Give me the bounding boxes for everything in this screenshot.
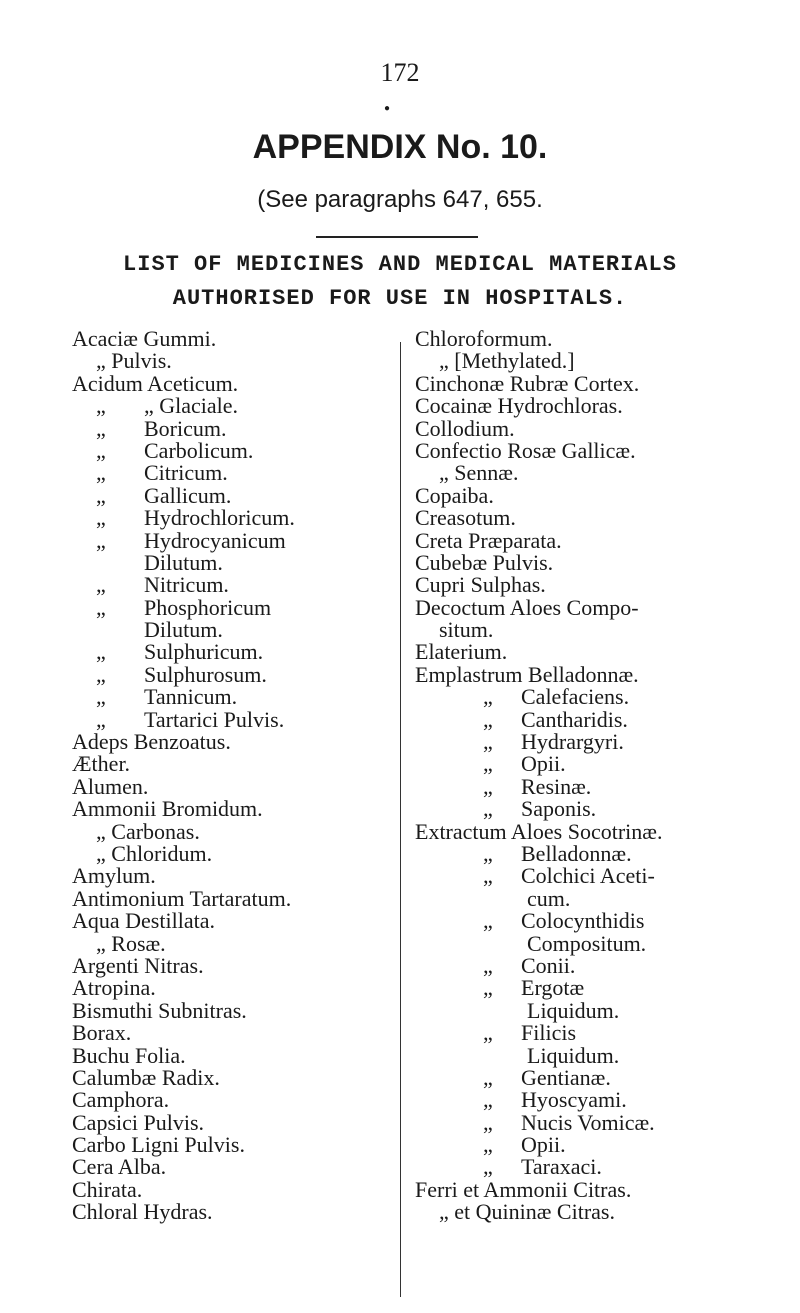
- item-text: Nucis Vomicæ.: [521, 1109, 655, 1135]
- title-rule: [316, 236, 478, 238]
- item-text: Copaiba.: [415, 482, 494, 508]
- list-item: [415, 865, 795, 887]
- ditto-mark: „: [483, 1020, 493, 1046]
- item-text: Colchici Aceti-: [521, 863, 655, 889]
- ditto-mark: „: [96, 661, 106, 687]
- item-text: Ferri et Ammonii Citras.: [415, 1176, 632, 1202]
- list-item: [415, 1109, 795, 1135]
- item-text: Filicis: [521, 1020, 577, 1046]
- ditto-mark: „: [483, 1109, 493, 1135]
- item-text: Tannicum.: [144, 684, 238, 710]
- item-text: Liquidum.: [527, 1042, 620, 1068]
- list-item: [72, 865, 394, 887]
- item-text: Acaciæ Gummi.: [72, 326, 217, 351]
- item-text: Carbo Ligni Pulvis.: [72, 1132, 245, 1158]
- list-item: [415, 1042, 795, 1068]
- list-item: [72, 415, 394, 441]
- list-item: [72, 370, 394, 396]
- item-text: Aqua Destillata.: [72, 908, 215, 934]
- item-text: Dilutum.: [144, 549, 223, 575]
- item-text: Borax.: [72, 1020, 132, 1046]
- item-text: Phosphoricum: [144, 594, 272, 620]
- list-item: [415, 818, 795, 844]
- item-text: Belladonnæ.: [521, 840, 632, 866]
- list-item: [415, 1201, 795, 1223]
- item-text: Citricum.: [144, 460, 228, 486]
- list-item: [72, 594, 394, 620]
- item-text: Gallicum.: [144, 482, 232, 508]
- item-text: „ et Quininæ Citras.: [439, 1199, 615, 1225]
- ditto-mark: „: [96, 415, 106, 441]
- list-item: [72, 527, 394, 553]
- list-item: [72, 798, 394, 820]
- page-subtitle: (See paragraphs 647, 655.: [257, 186, 543, 213]
- list-item: [415, 952, 795, 978]
- item-text: Opii.: [521, 1132, 566, 1158]
- item-text: Atropina.: [72, 975, 156, 1001]
- item-text: Acidum Aceticum.: [72, 370, 239, 396]
- list-item: [415, 350, 795, 372]
- item-text: Conii.: [521, 952, 576, 978]
- list-item: [415, 415, 795, 441]
- list-item: [415, 661, 795, 687]
- list-item: [72, 753, 394, 775]
- ditto-mark: „: [483, 952, 493, 978]
- item-text: Alumen.: [72, 773, 149, 799]
- ditto-mark: „: [96, 594, 106, 620]
- item-text: Argenti Nitras.: [72, 952, 204, 978]
- list-item: [72, 840, 394, 866]
- ditto-mark: „: [483, 840, 493, 866]
- list-item: [72, 619, 394, 641]
- item-text: Sulphuricum.: [144, 639, 264, 665]
- item-text: Cubebæ Pulvis.: [415, 549, 554, 575]
- list-item: [415, 395, 795, 417]
- ditto-mark: „: [483, 1132, 493, 1158]
- ditto-mark: „: [96, 527, 106, 553]
- list-item: [72, 930, 394, 956]
- list-item: [72, 641, 394, 663]
- list-item: [72, 1176, 394, 1202]
- list-item: [415, 731, 795, 753]
- list-item: [415, 507, 795, 529]
- list-item: [72, 1042, 394, 1068]
- item-text: Colocynthidis: [521, 908, 645, 934]
- item-text: Ergotæ: [521, 975, 585, 1001]
- list-item: [72, 706, 394, 732]
- list-item: [72, 1134, 394, 1156]
- item-text: Emplastrum Belladonnæ.: [415, 661, 639, 687]
- list-item: [72, 574, 394, 596]
- item-text: Calefaciens.: [521, 684, 630, 710]
- list-item: [415, 997, 795, 1023]
- list-item: [72, 1201, 394, 1223]
- list-item: [415, 885, 795, 911]
- item-text: „ Pulvis.: [96, 348, 172, 374]
- list-item: [415, 549, 795, 575]
- item-text: Boricum.: [144, 415, 227, 441]
- item-text: Compositum.: [527, 930, 647, 956]
- printer-dot: ●: [384, 103, 391, 114]
- item-text: „ Rosæ.: [96, 930, 166, 956]
- item-text: Confectio Rosæ Gallicæ.: [415, 437, 636, 463]
- list-item: [415, 574, 795, 596]
- item-text: Decoctum Aloes Compo-: [415, 594, 639, 620]
- item-text: Sulphurosum.: [144, 661, 267, 687]
- ditto-mark: „: [483, 1064, 493, 1090]
- list-item: [415, 1134, 795, 1156]
- item-text: Hydrochloricum.: [144, 505, 295, 531]
- item-text: Hyoscyami.: [521, 1087, 627, 1113]
- item-text: Chloral Hydras.: [72, 1199, 213, 1225]
- item-text: Nitricum.: [144, 572, 229, 598]
- list-item: [415, 462, 795, 484]
- list-item: [415, 686, 795, 708]
- ditto-mark: „: [483, 751, 493, 777]
- item-text: Ammonii Bromidum.: [72, 796, 263, 822]
- list-item: [415, 798, 795, 820]
- item-text: Hydrocyanicum: [144, 527, 286, 553]
- item-text: Carbolicum.: [144, 437, 254, 463]
- ditto-mark: „: [96, 639, 106, 665]
- item-text: Cantharidis.: [521, 706, 628, 732]
- item-text: „ [Methylated.]: [439, 348, 575, 374]
- list-item: [415, 482, 795, 508]
- list-heading-line-2: AUTHORISED FOR USE IN HOSPITALS.: [172, 286, 628, 311]
- ditto-mark: „: [483, 863, 493, 889]
- list-item: [72, 1156, 394, 1178]
- list-item: [72, 437, 394, 463]
- page-title: APPENDIX No. 10.: [252, 128, 548, 166]
- list-item: [72, 661, 394, 687]
- ditto-mark: „: [483, 1087, 493, 1113]
- list-item: [415, 930, 795, 956]
- ditto-mark: „: [483, 975, 493, 1001]
- list-item: [72, 395, 394, 417]
- list-item: [415, 753, 795, 775]
- item-text: Tartarici Pulvis.: [144, 706, 285, 732]
- item-text: Cupri Sulphas.: [415, 572, 546, 598]
- list-item: [415, 1064, 795, 1090]
- item-text: Cera Alba.: [72, 1154, 167, 1180]
- item-text: Opii.: [521, 751, 566, 777]
- list-item: [72, 1089, 394, 1111]
- list-item: [72, 773, 394, 799]
- item-text: „ Chloridum.: [96, 840, 213, 866]
- list-item: [72, 482, 394, 508]
- list-item: [415, 370, 795, 396]
- item-text: Æther.: [72, 751, 131, 777]
- item-text: Creasotum.: [415, 505, 516, 531]
- list-item: [415, 641, 795, 663]
- ditto-mark: „: [96, 482, 106, 508]
- list-item: [72, 731, 394, 753]
- item-text: Dilutum.: [144, 617, 223, 643]
- item-text: Gentianæ.: [521, 1064, 611, 1090]
- right-column: [415, 328, 795, 1224]
- ditto-mark: „: [96, 460, 106, 486]
- list-item: [72, 462, 394, 484]
- list-item: [72, 952, 394, 978]
- ditto-mark: „: [96, 572, 106, 598]
- list-item: [415, 773, 795, 799]
- ditto-mark: „: [483, 706, 493, 732]
- item-text: Amylum.: [72, 863, 156, 889]
- left-column: [72, 328, 394, 1224]
- item-text: Bismuthi Subnitras.: [72, 997, 247, 1023]
- list-item: [72, 818, 394, 844]
- list-item: [415, 706, 795, 732]
- list-item: [72, 977, 394, 999]
- item-text: Taraxaci.: [521, 1154, 602, 1180]
- list-item: [72, 1109, 394, 1135]
- list-item: [72, 997, 394, 1023]
- list-item: [72, 328, 394, 350]
- item-text: Collodium.: [415, 415, 515, 441]
- item-text: Saponis.: [521, 796, 597, 822]
- ditto-mark: „: [483, 908, 493, 934]
- item-text: Liquidum.: [527, 997, 620, 1023]
- item-text: Resinæ.: [521, 773, 592, 799]
- item-text: Antimonium Tartaratum.: [72, 885, 292, 911]
- list-item: [72, 549, 394, 575]
- list-item: [415, 1176, 795, 1202]
- item-text: Chloroformum.: [415, 326, 553, 351]
- ditto-mark: „: [96, 437, 106, 463]
- item-text: „ Carbonas.: [96, 818, 200, 844]
- ditto-mark: „: [96, 706, 106, 732]
- item-text: Cocainæ Hydrochloras.: [415, 393, 623, 419]
- item-text: Capsici Pulvis.: [72, 1109, 205, 1135]
- item-text: Adeps Benzoatus.: [72, 729, 231, 755]
- item-text: situm.: [439, 617, 494, 643]
- list-item: [415, 1156, 795, 1178]
- ditto-mark: „: [483, 729, 493, 755]
- item-text: Hydrargyri.: [521, 729, 624, 755]
- item-text: Chirata.: [72, 1176, 143, 1202]
- ditto-mark: „: [483, 684, 493, 710]
- list-heading-line-1: LIST OF MEDICINES AND MEDICAL MATERIALS: [123, 252, 677, 277]
- ditto-mark: „: [483, 796, 493, 822]
- item-text: „ Sennæ.: [439, 460, 519, 486]
- list-item: [72, 1022, 394, 1044]
- list-item: [415, 840, 795, 866]
- ditto-mark: „: [483, 773, 493, 799]
- list-item: [72, 350, 394, 372]
- item-text: Cinchonæ Rubræ Cortex.: [415, 370, 640, 396]
- ditto-mark: „: [96, 684, 106, 710]
- item-text: Calumbæ Radix.: [72, 1064, 220, 1090]
- ditto-mark: „: [96, 505, 106, 531]
- list-item: [415, 527, 795, 553]
- item-text: Extractum Aloes Socotrinæ.: [415, 818, 663, 844]
- list-item: [415, 1022, 795, 1044]
- list-item: [72, 910, 394, 932]
- list-item: [415, 977, 795, 999]
- list-item: [415, 910, 795, 932]
- ditto-mark: „: [483, 1154, 493, 1180]
- list-item: [72, 686, 394, 708]
- item-text: Buchu Folia.: [72, 1042, 186, 1068]
- item-text: „ Glaciale.: [144, 393, 239, 419]
- item-text: Elaterium.: [415, 639, 508, 665]
- item-text: Creta Præparata.: [415, 527, 562, 553]
- list-item: [415, 1089, 795, 1111]
- list-item: [415, 619, 795, 641]
- list-item: [72, 1064, 394, 1090]
- column-divider: [400, 342, 401, 1297]
- item-text: cum.: [527, 885, 571, 911]
- list-item: [72, 507, 394, 529]
- list-item: [72, 885, 394, 911]
- item-text: Camphora.: [72, 1087, 170, 1113]
- list-item: [415, 437, 795, 463]
- list-item: [415, 328, 795, 350]
- ditto-mark: „: [96, 393, 106, 419]
- page-number: 172: [380, 58, 420, 87]
- list-item: [415, 594, 795, 620]
